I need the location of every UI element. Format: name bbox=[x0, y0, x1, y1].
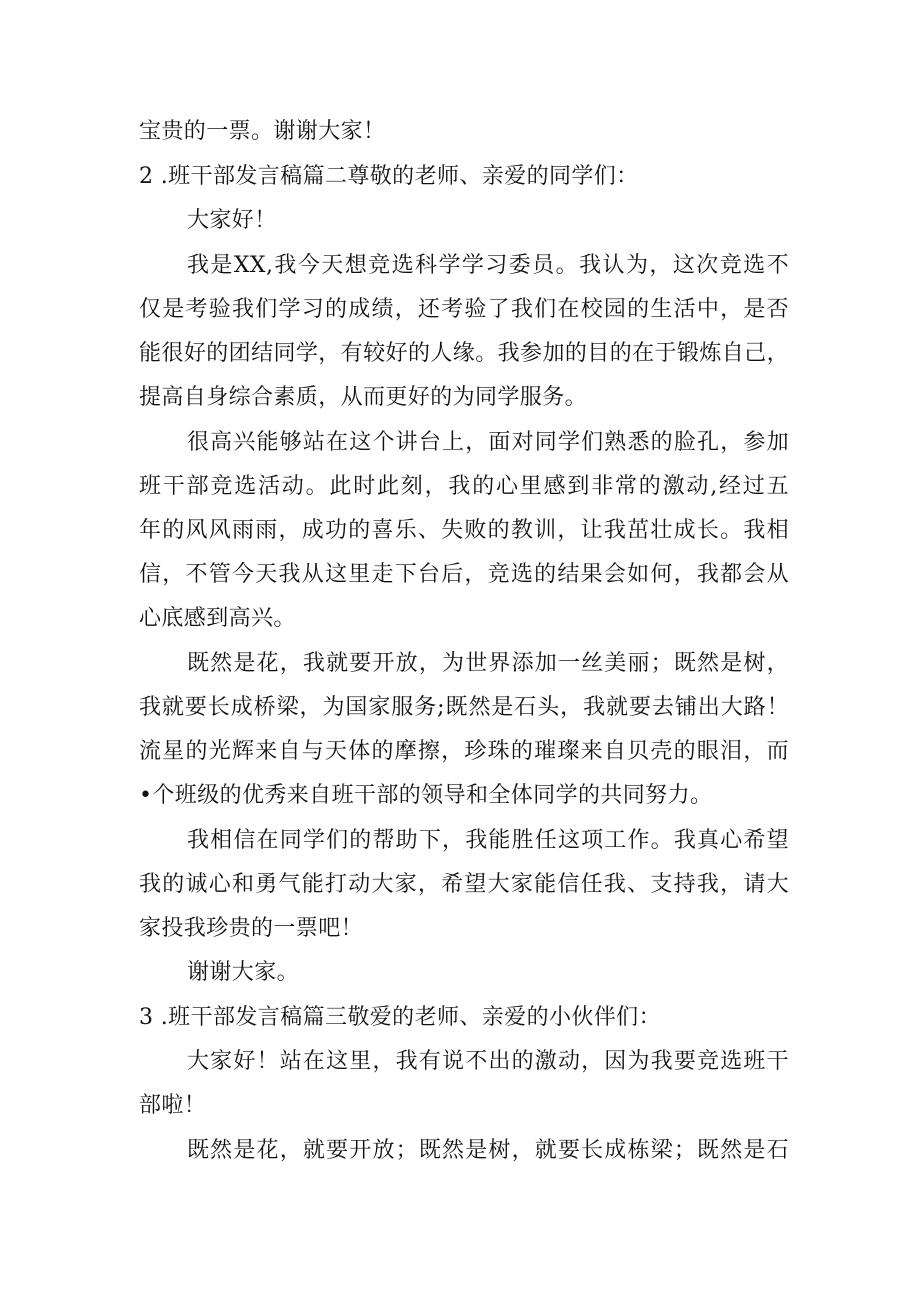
text-line: 很高兴能够站在这个讲台上，面对同学们熟悉的脸孔，参加 bbox=[187, 430, 789, 455]
text-line: 既然是花，我就要开放，为世界添加一丝美丽；既然是树， bbox=[187, 651, 789, 676]
text-line: 我的诚心和勇气能打动大家，希望大家能信任我、支持我，请大 bbox=[139, 872, 789, 897]
text-line: 大家好！ bbox=[187, 208, 277, 233]
section-heading: 2 .班干部发言稿篇二尊敬的老师、亲爱的同学们： bbox=[139, 164, 639, 189]
text-line: 家投我珍贵的一票吧！ bbox=[139, 916, 364, 941]
text-line: 流星的光辉来自与天体的摩擦，珍珠的璀璨来自贝壳的眼泪，而 bbox=[139, 739, 789, 764]
text-line: 我相信在同学们的帮助下，我能胜任这项工作。我真心希望 bbox=[187, 828, 789, 853]
text-line: 部啦！ bbox=[139, 1093, 207, 1118]
text-line: 仅是考验我们学习的成绩，还考验了我们在校园的生活中，是否 bbox=[139, 297, 789, 322]
text-line: 既然是花，就要开放；既然是树，就要长成栋梁；既然是石 bbox=[187, 1138, 789, 1163]
text-line: 谢谢大家。 bbox=[187, 960, 300, 985]
text-line: 我就要长成桥梁，为国家服务;既然是石头，我就要去铺出大路！ bbox=[139, 695, 789, 720]
text-line: 年的风风雨雨，成功的喜乐、失败的教训，让我茁壮成长。我相 bbox=[139, 518, 789, 543]
text-line: 信，不管今天我从这里走下台后，竞选的结果会如何，我都会从 bbox=[139, 562, 789, 587]
text-line: •个班级的优秀来自班干部的领导和全体同学的共同努力。 bbox=[139, 783, 713, 808]
section-heading: 3 .班干部发言稿篇三敬爱的老师、亲爱的小伙伴们： bbox=[139, 1005, 661, 1030]
text-line: 我是XX,我今天想竞选科学学习委员。我认为，这次竞选不 bbox=[187, 253, 789, 278]
text-line: 班干部竞选活动。此时此刻，我的心里感到非常的激动,经过五 bbox=[139, 474, 789, 499]
text-line: 大家好！站在这里，我有说不出的激动，因为我要竞选班干 bbox=[187, 1049, 789, 1074]
text-line: 宝贵的一票。谢谢大家！ bbox=[139, 119, 386, 144]
text-line: 提高自身综合素质，从而更好的为同学服务。 bbox=[139, 385, 588, 410]
text-line: 心底感到高兴。 bbox=[139, 606, 296, 631]
text-line: 能很好的团结同学，有较好的人缘。我参加的目的在于锻炼自己， bbox=[139, 341, 789, 366]
